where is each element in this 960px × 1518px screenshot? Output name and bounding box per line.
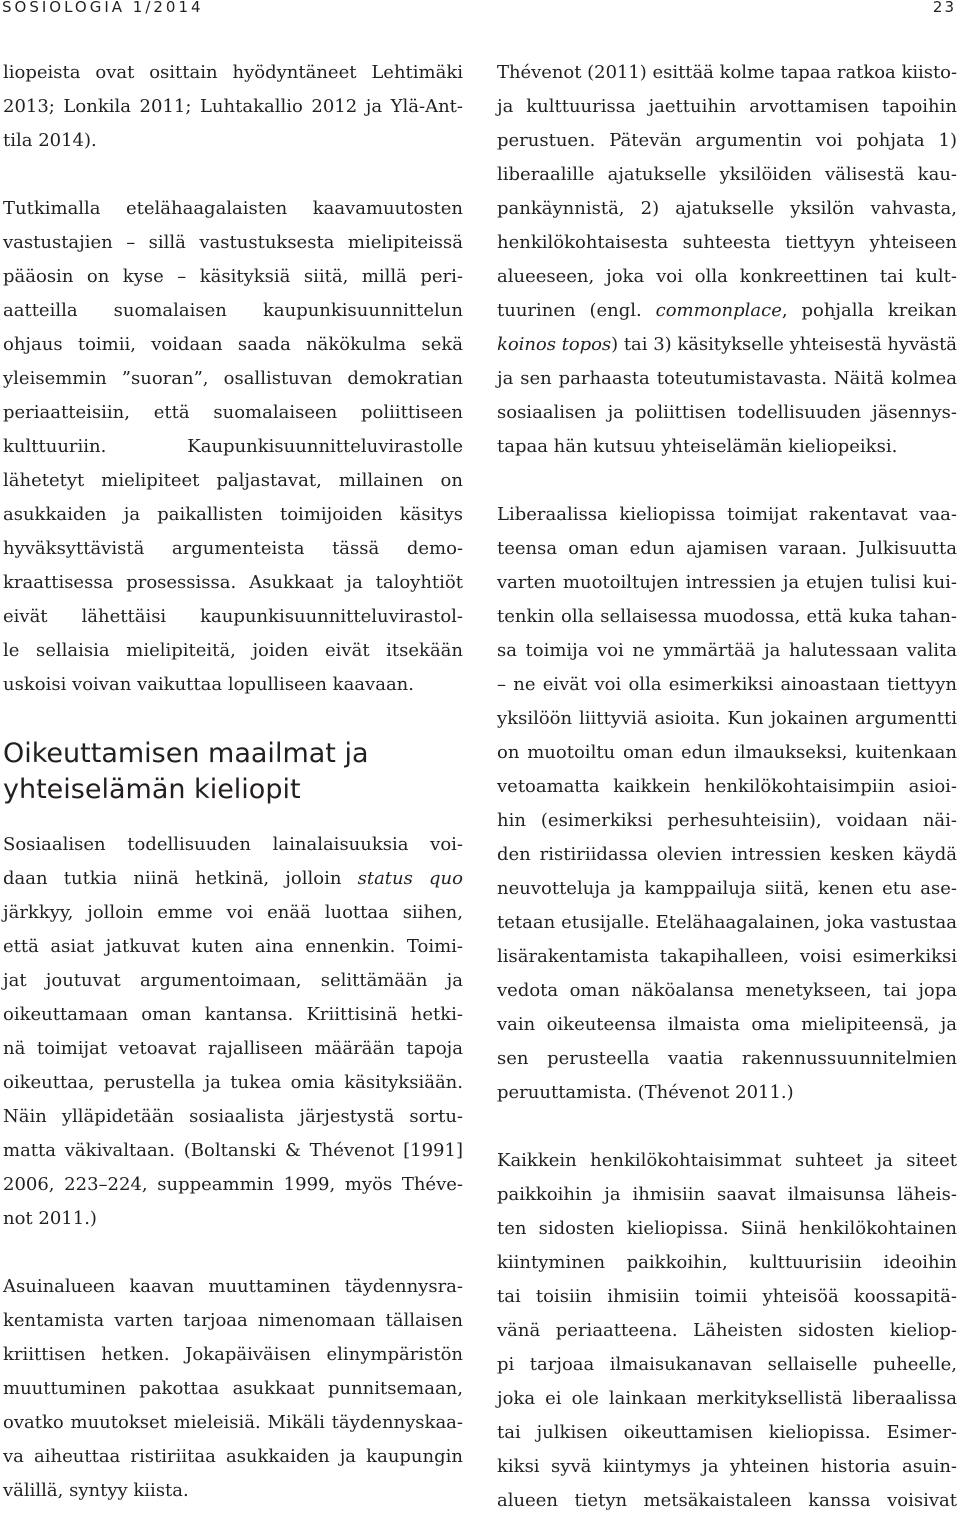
text-line: va aiheuttaa ristiriitaa asukkaiden ja kaupungin [3,1446,463,1467]
text-line: Kaikkein henkilökohtaisimmat suhteet ja siteet [497,1150,957,1171]
text-line: tetaan etusijalle. Etelähaagalainen, joka vastustaa [497,912,957,933]
paragraph-close-ties-grammar [497,1144,957,1518]
text-line: vedota oman näköalansa menetykseen, tai jopa [497,980,957,1001]
text-line: uskoisi voivan vaikuttaa lopulliseen kaavaan. [3,674,414,695]
text-line [497,328,957,362]
text-line: alueeseen, joka voi olla konkreettinen tai kult- [497,266,957,287]
paragraph-three-grammars [497,56,957,464]
text-line: aatteilla suomalaisen kaupunkisuunnittelun [3,300,463,321]
text-line: perustuen. Pätevän argumentin voi pohjata 1) [497,130,957,151]
text-line: tapaa hän kutsuu yhteiselämän kieliopeiksi. [497,436,898,457]
text-line: lisärakentamista takapihalleen, voisi esimerkiksi [497,946,957,967]
text-line: välillä, syntyy kiista. [3,1480,189,1501]
text-line: tila 2014). [3,130,97,151]
journal-title: SOSIOLOGIA 1/2014 [2,0,204,16]
text-line: tai julkisen oikeuttamisen kieliopissa. Esimer- [497,1422,957,1443]
text-line: yleisemmin ”suoran”, osallistuvan demokratian [3,368,463,389]
text-line: oikeuttaa, perustella ja tukea omia käsityksiään. [3,1072,463,1093]
text-line: kraattisessa prosessissa. Asukkaat ja taloyhtiöt [3,572,463,593]
paragraph-intro-continued [3,56,463,158]
text-line: neuvotteluja ja kamppailuja siitä, kenen etu ase- [497,878,957,899]
text-line: not 2011.) [3,1208,97,1229]
text-fragment: tuurinen (engl. [497,300,656,321]
text-line [497,294,957,328]
text-line: järkkyy, jolloin emme voi enää luottaa siihen, [3,902,463,923]
text-line: pankäynnistä, 2) ajatukselle yksilön vahvasta, [497,198,957,219]
text-line: – ne eivät voi olla esimerkiksi ainoastaan tiettyyn [497,674,957,695]
text-line: peruuttamista. (Thévenot 2011.) [497,1082,794,1103]
text-line: kentamista varten tarjoaa nimenomaan tällaisen [3,1310,463,1331]
text-line: liopeista ovat osittain hyödyntäneet Lehtimäki [3,62,463,83]
text-line: vastustajien – sillä vastustuksesta mielipiteissä [3,232,463,253]
text-line: joka ei ole lainkaan merkityksellistä liberaalissa [497,1388,957,1409]
text-line: paikkoihin ja ihmisiin saavat ilmaisunsa läheis- [497,1184,957,1205]
text-line: Asuinalueen kaavan muuttaminen täydennysra- [3,1276,463,1297]
text-line: Sosiaalisen todellisuuden lainalaisuuksia voi- [3,834,463,855]
text-line: ten sidosten kieliopissa. Siinä henkilökohtainen [497,1218,957,1239]
text-fragment: ) tai 3) käsitykselle yhteisestä hyvästä [611,334,957,355]
text-line: eivät lähettäisi kaupunkisuunnitteluvirastol- [3,606,463,627]
text-line: Thévenot (2011) esittää kolme tapaa ratkoa kiisto- [497,62,957,83]
text-line: 2013; Lonkila 2011; Luhtakallio 2012 ja Ylä-Ant- [3,96,463,117]
paragraph-liberal-grammar [497,498,957,1110]
text-line: sen perusteella vaatia rakennussuunnitelmien [497,1048,957,1069]
text-line: Näin ylläpidetään sosiaalista järjestystä sortu- [3,1106,463,1127]
italic-term: koinos topos [497,334,612,355]
text-line: ja sen parhaasta toteutumistavasta. Näitä kolmea [497,368,957,389]
text-line: asukkaiden ja paikallisten toimijoiden käsitys [3,504,463,525]
paragraph-social-reality [3,828,463,1236]
text-line: hyväksyttävistä argumenteista tässä demo- [3,538,463,559]
text-line: 2006, 223–224, suppeammin 1999, myös Théve- [3,1174,463,1195]
text-line: kiksi syvä kiintymys ja yhteinen historia asuin- [497,1456,957,1477]
text-line: varten muotoiltujen intressien ja etujen tulisi kui- [497,572,957,593]
text-line: kiintyminen paikkoihin, kulttuurisiin ideoihin [497,1252,957,1273]
heading-line: yhteiselämän kieliopit [3,774,301,805]
text-line: yksilöön liittyviä asioita. Kun jokainen argumentti [497,708,957,729]
paragraph-zoning-change [3,1270,463,1508]
text-line: teensa oman edun ajamisen varaan. Julkisuutta [497,538,957,559]
text-line: pääosin on kyse – käsityksiä siitä, millä peri- [3,266,463,287]
text-line: ja kulttuurissa jaettuihin arvottamisen tapoihin [497,96,957,117]
text-line: ovatko muutokset mieleisiä. Mikäli täydennyskaa- [3,1412,463,1433]
text-line: vain oikeuteensa ilmaista oma mielipiteensä, ja [497,1014,957,1035]
text-line: sosiaalisen ja poliittisen todellisuuden jäsennys- [497,402,957,423]
paragraph-research-question [3,192,463,702]
text-line: Tutkimalla etelähaagalaisten kaavamuutosten [3,198,463,219]
text-line: oikeuttamaan oman kantansa. Kriittisinä hetki- [3,1004,463,1025]
heading-line: Oikeuttamisen maailmat ja [3,738,369,769]
text-line: kulttuuriin. Kaupunkisuunnitteluvirastolle [3,436,463,457]
text-line: den ristiriidassa olevien intressien kesken käydä [497,844,957,865]
text-line: tenkin olla sellaisessa muodossa, että kuka tahan- [497,606,957,627]
italic-term: status quo [357,868,463,889]
text-line: le sellaisia mielipiteitä, joiden eivät itsekään [3,640,463,661]
text-line: vetoamatta kaikkein henkilökohtaisimpiin asioi- [497,776,957,797]
text-line: kriittisen hetken. Jokapäiväisen elinympäristön [3,1344,463,1365]
text-line: vänä periaatteena. Läheisten sidosten kieliop- [497,1320,957,1341]
right-column [497,56,957,1518]
text-line: hin (esimerkiksi perhesuhteisiin), voidaan näi- [497,810,957,831]
text-line: matta väkivaltaan. (Boltanski & Thévenot [1991] [3,1140,463,1161]
text-line: tai toisiin ihmisiin toimii yhteisöä koossapitä- [497,1286,957,1307]
text-line: on muotoiltu oman edun ilmaukseksi, kuitenkaan [497,742,957,763]
text-line: Liberaalissa kieliopissa toimijat rakentavat vaa- [497,504,957,525]
text-line: liberaalille ajatukselle yksilöiden välisestä kau- [497,164,957,185]
text-line: ohjaus toimii, voidaan saada näkökulma sekä [3,334,463,355]
left-column [3,56,463,1508]
running-header [0,0,960,24]
text-line: jat joutuvat argumentoimaan, selittämään ja [3,970,463,991]
section-heading [3,736,463,808]
italic-term: commonplace [655,300,782,321]
text-line: että asiat jatkuvat kuten aina ennenkin. Toimi- [3,936,463,957]
page-number: 23 [932,0,956,16]
text-line: sa toimija voi ne ymmärtää ja halutessaan valita [497,640,957,661]
text-line: alueen tietyn metsäkaistaleen kanssa voisivat [497,1490,957,1511]
text-line: pi tarjoaa ilmaisukanavan sellaiselle puheelle, [497,1354,957,1375]
text-line: henkilökohtaisesta suhteesta tiettyyn yhteiseen [497,232,957,253]
text-line: lähetetyt mielipiteet paljastavat, millainen on [3,470,463,491]
text-fragment: daan tutkia niinä hetkinä, jolloin [3,868,358,889]
text-fragment: , pohjalla kreikan [781,300,957,321]
text-line: nä toimijat vetoavat rajalliseen määrään tapoja [3,1038,463,1059]
text-line [3,862,463,896]
text-line: muuttuminen pakottaa asukkaat punnitsemaan, [3,1378,463,1399]
text-line: periaatteisiin, että suomalaiseen poliittiseen [3,402,463,423]
